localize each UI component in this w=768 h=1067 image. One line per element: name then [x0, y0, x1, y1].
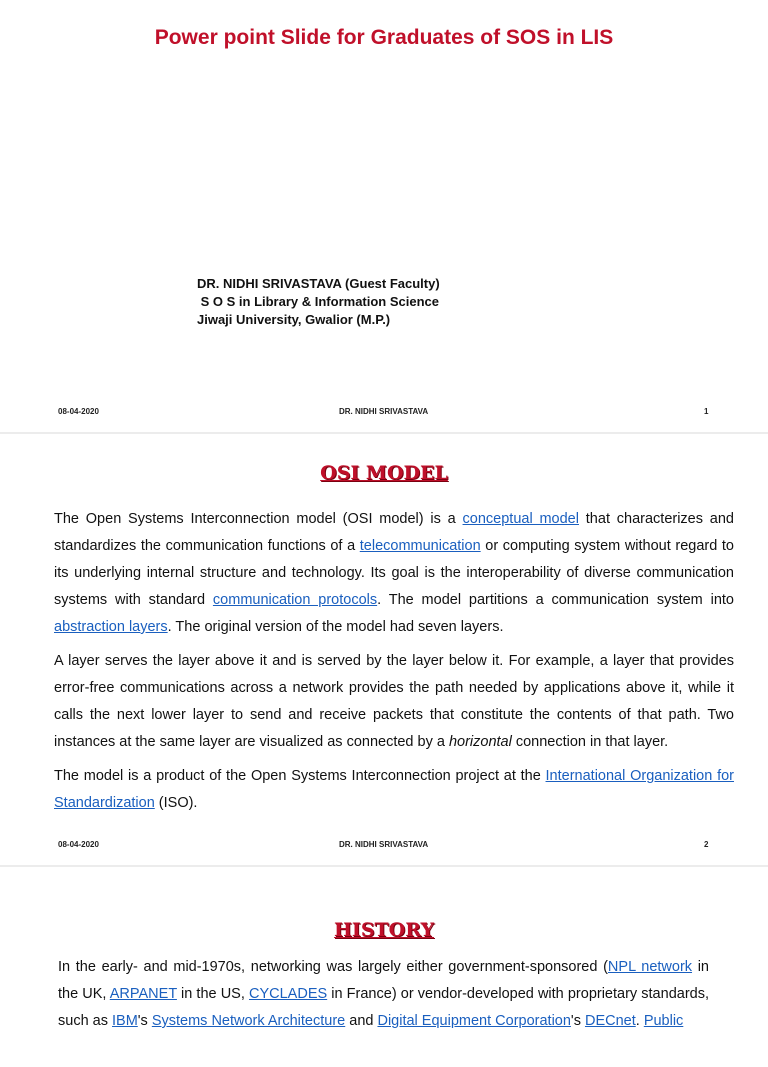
link-telecommunication[interactable]: telecommunication [359, 538, 481, 554]
paragraph [54, 648, 734, 756]
footer-date: 08-04-2020 [58, 407, 99, 416]
text: 's [570, 1013, 585, 1029]
footer-page-number: 1 [704, 407, 709, 416]
link-cyclades[interactable]: CYCLADES [249, 986, 328, 1002]
text: connection in that layer. [511, 734, 669, 750]
link-conceptual-model[interactable]: conceptual model [462, 511, 579, 527]
slide-1-title: Power point Slide for Graduates of SOS in LIS [154, 26, 614, 49]
footer-date: 08-04-2020 [58, 840, 99, 849]
text: . [635, 1013, 644, 1029]
slide-3 [0, 867, 768, 1067]
text: The Open Systems Interconnection model (OSI model) is a [54, 511, 463, 527]
link-public[interactable]: Public [643, 1013, 684, 1029]
emphasis-text: horizontal [448, 734, 512, 750]
text: . The model partitions a communication system into [377, 592, 734, 608]
text: 's [137, 1013, 152, 1029]
text: In the early- and mid-1970s, networking was largely either government-sponsored ( [58, 959, 608, 975]
slide-2-heading: OSI MODEL [320, 462, 448, 484]
text: and [345, 1013, 378, 1029]
text: The model is a product of the Open Systems Interconnection project at the [54, 768, 546, 784]
slide-1 [0, 0, 768, 432]
author-department: S O S in Library & Information Science [197, 294, 439, 309]
paragraph [54, 763, 734, 817]
text: that characterizes and standardizes the communication functions of a [54, 511, 734, 554]
text: in the US, [176, 986, 249, 1002]
link-ibm[interactable]: IBM [112, 1013, 138, 1029]
author-block [197, 275, 440, 329]
footer-page-number: 2 [704, 840, 709, 849]
link-digital-equipment-corporation[interactable]: Digital Equipment Corporation [377, 1013, 571, 1029]
text: or computing system without regard to its underlying internal structure and technology. Its goal is the interoperability of diverse communication systems with standard [54, 538, 734, 608]
slide-2 [0, 434, 768, 865]
slide-3-heading: HISTORY [333, 919, 435, 941]
link-arpanet[interactable]: ARPANET [109, 986, 177, 1002]
link-decnet[interactable]: DECnet [584, 1013, 636, 1029]
link-systems-network-architecture[interactable]: Systems Network Architecture [151, 1013, 346, 1029]
link-abstraction-layers[interactable]: abstraction layers [54, 619, 168, 635]
text: (ISO). [154, 795, 198, 811]
footer-author: DR. NIDHI SRIVASTAVA [339, 407, 429, 416]
paragraph [54, 506, 734, 641]
text: . The original version of the model had seven layers. [167, 619, 504, 635]
text: A layer serves the layer above it and is served by the layer below it. For example, a layer that provides error-free communications across a network provides the path needed by applications above it, while it calls the next lower layer to send and receive packets that constitute the contents of that path. Two instances at the same layer are visualized as connected by a [54, 653, 734, 750]
author-university: Jiwaji University, Gwalior (M.P.) [197, 312, 391, 327]
text: in France) or vendor-developed with proprietary standards, such as [58, 986, 709, 1029]
author-name: DR. NIDHI SRIVASTAVA (Guest Faculty) [197, 276, 440, 291]
text: in the UK, [58, 959, 709, 1002]
slide-3-body [58, 954, 709, 1042]
link-npl-network[interactable]: NPL network [607, 959, 693, 975]
link-iso[interactable]: International Organization for Standardization [54, 768, 734, 811]
footer-author: DR. NIDHI SRIVASTAVA [339, 840, 429, 849]
slide-2-body [54, 506, 734, 824]
link-communication-protocols[interactable]: communication protocols [212, 592, 378, 608]
paragraph [58, 954, 709, 1035]
